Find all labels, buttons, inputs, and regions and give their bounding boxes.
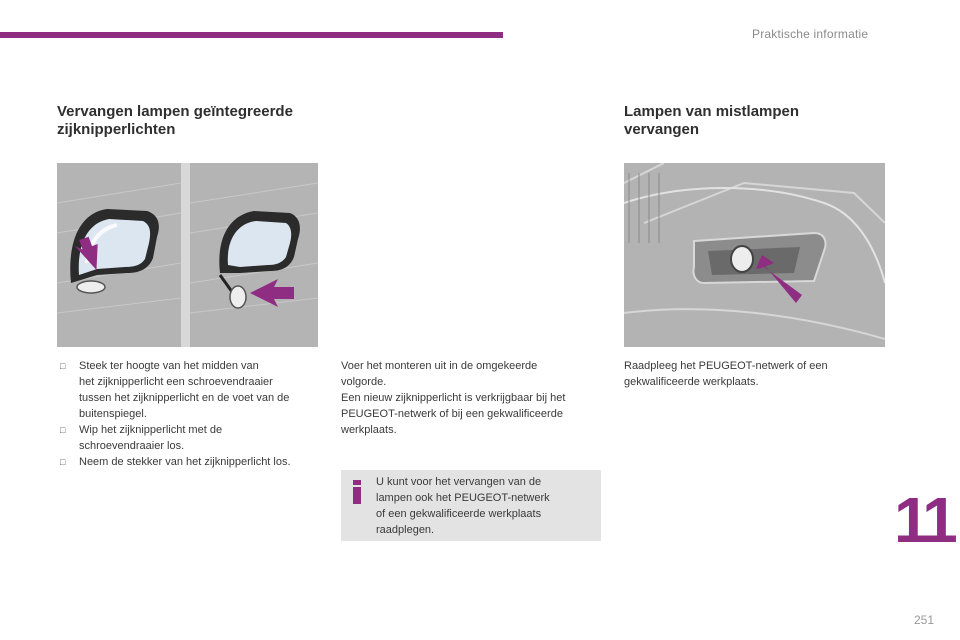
section-label: Praktische informatie xyxy=(752,27,869,41)
fog-lamp-paragraph: Raadpleeg het PEUGEOT-netwerk of een gekwalificeerde werkplaats. xyxy=(624,360,828,388)
mirror-illustration-step-1 xyxy=(57,163,181,347)
fog-lamp-illustration xyxy=(624,163,885,347)
info-box xyxy=(341,470,601,541)
instruction-list xyxy=(60,358,322,470)
info-text: U kunt voor het vervangen van de lampen ook het PEUGEOT-netwerk of een gekwalificeerde werkplaats raadplegen. xyxy=(376,476,550,536)
list-item: □ Steek ter hoogte van het midden van het zijknipperlicht een schroevendraaier tussen het zijknipperlicht en de voet van de buitenspiegel. xyxy=(60,360,290,420)
page-number: 251 xyxy=(914,613,935,627)
left-section-title xyxy=(57,103,337,139)
photo-divider xyxy=(181,163,190,347)
square-bullet-icon: □ xyxy=(60,425,66,435)
list-item: □ Wip het zijknipperlicht met de schroevendraaier los. xyxy=(60,424,223,452)
list-item: □ Neem de stekker van het zijknipperlicht los. xyxy=(60,456,291,468)
right-section-title xyxy=(624,103,864,139)
info-icon xyxy=(352,480,362,504)
square-bullet-icon: □ xyxy=(60,361,66,371)
mirror-illustration-step-2 xyxy=(190,163,318,347)
left-title-line-2: zijknipperlichten xyxy=(57,121,176,138)
square-bullet-icon: □ xyxy=(60,457,66,467)
right-title-line-2: vervangen xyxy=(624,121,700,138)
reassembly-paragraph: Voer het monteren uit in de omgekeerde volgorde. Een nieuw zijknipperlicht is verkrijgbaar bij het PEUGEOT-netwerk of bij een gekwalificeerde werkplaats. xyxy=(341,360,566,436)
right-title-line-1: Lampen van mistlampen xyxy=(624,103,800,120)
chapter-number: 11 xyxy=(894,484,954,556)
header-accent-bar xyxy=(0,32,503,38)
left-title-line-1: Vervangen lampen geïntegreerde xyxy=(57,103,293,120)
